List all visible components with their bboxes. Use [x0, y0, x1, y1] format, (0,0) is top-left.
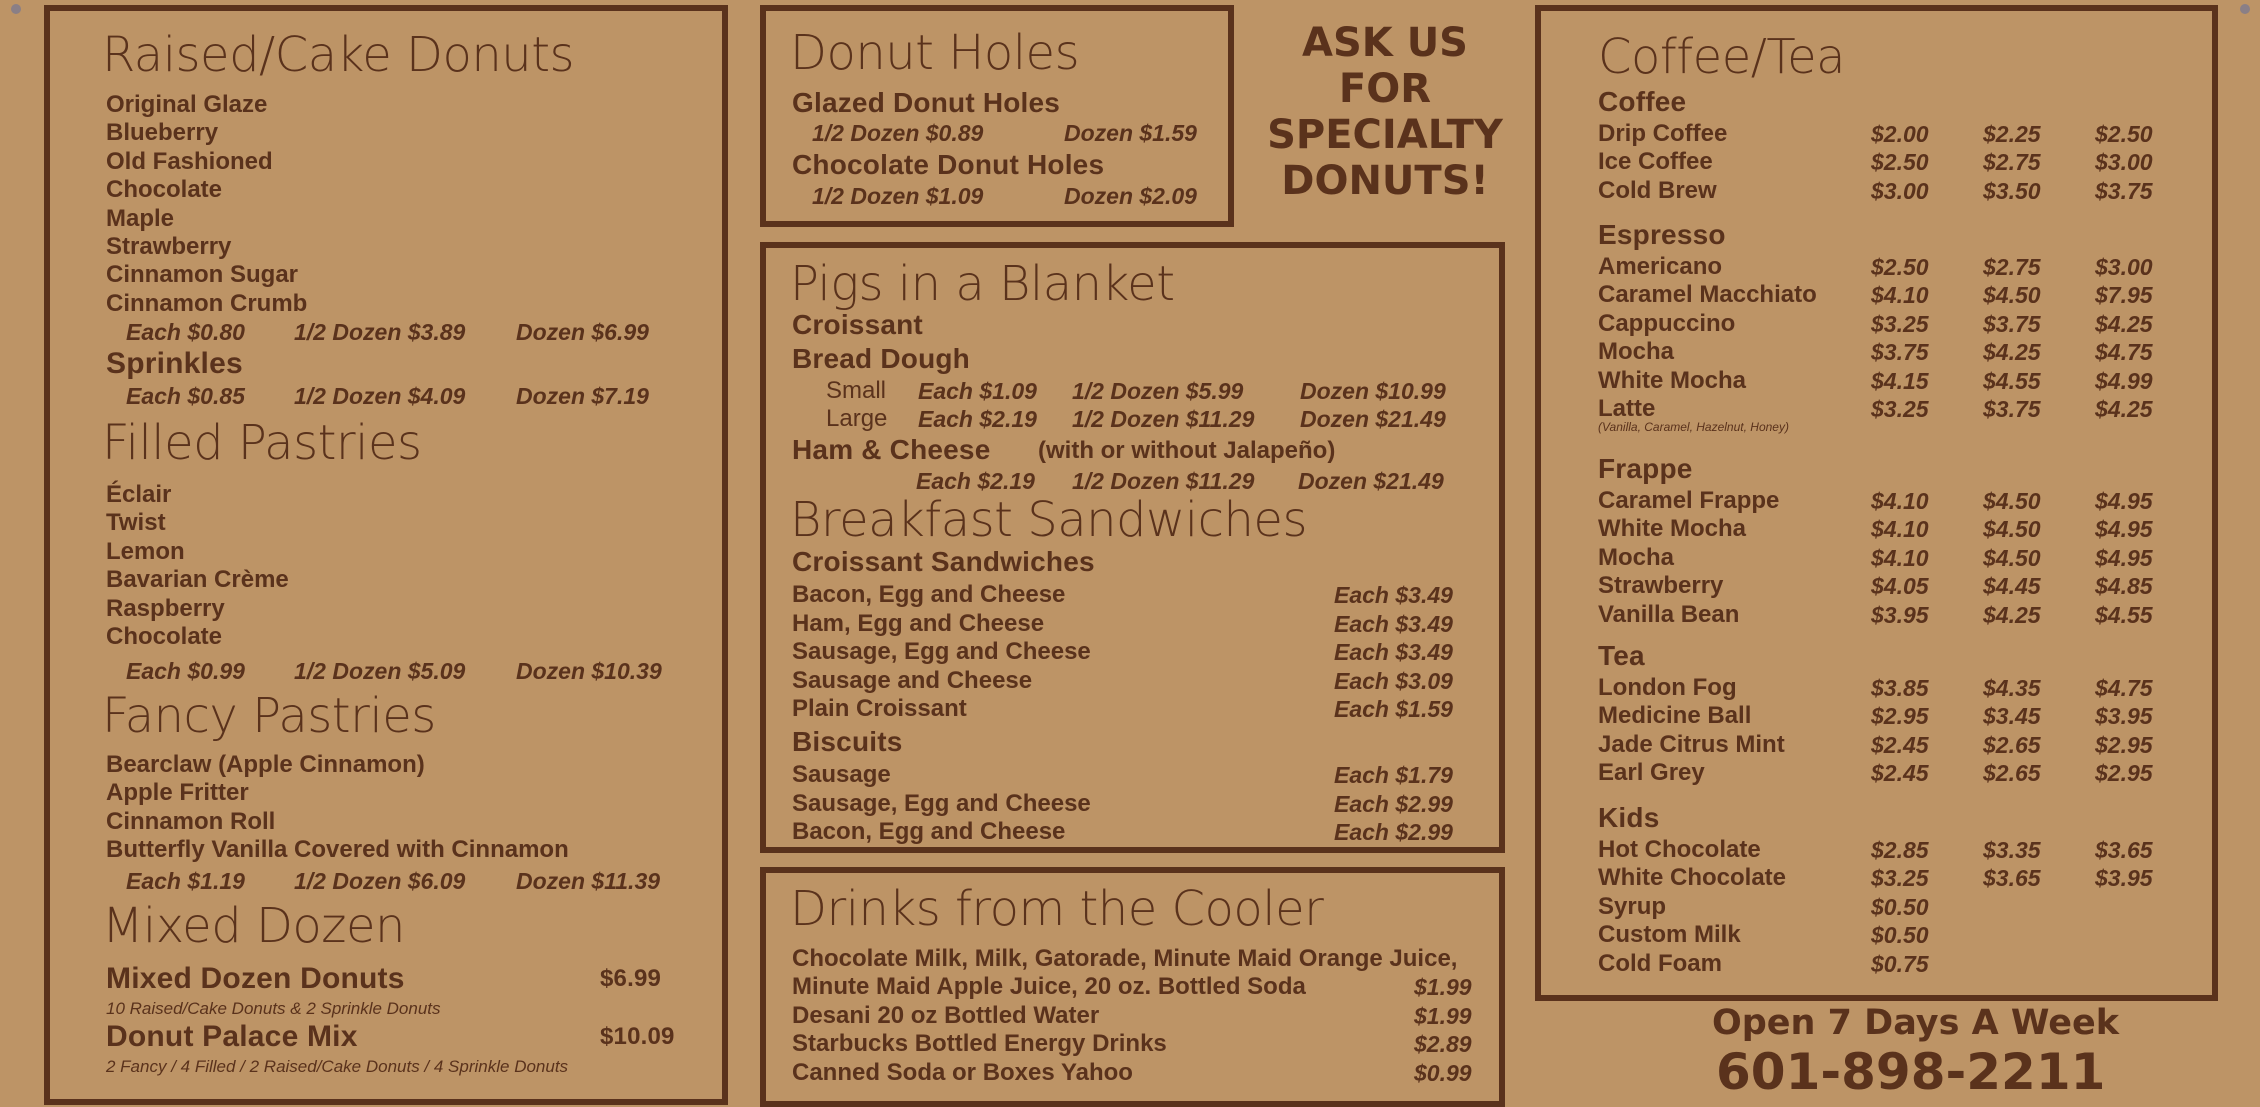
cooler-item-price: $1.99 — [1414, 974, 1472, 1001]
biscuit-name: Sausage — [792, 761, 891, 788]
fancy-half: 1/2 Dozen $6.09 — [294, 868, 466, 894]
drink-price: $4.10 — [1871, 544, 1929, 571]
donut-item: Maple — [106, 204, 175, 232]
biscuit-price: Each $2.99 — [1334, 819, 1453, 846]
drink-price: $4.55 — [2095, 601, 2153, 628]
cooler-panel — [760, 867, 1505, 1107]
cooler-item-name: Minute Maid Apple Juice, 20 oz. Bottled Soda — [792, 973, 1306, 1001]
drink-price: $3.50 — [1983, 177, 2041, 204]
drink-price: $2.50 — [2095, 121, 2153, 147]
drink-name: Syrup — [1598, 892, 1667, 920]
drink-price: $3.00 — [2095, 254, 2153, 280]
drink-name: Medicine Ball — [1598, 702, 1752, 730]
drink-price: $4.45 — [1983, 573, 2041, 600]
latte-flavor-note: (Vanilla, Caramel, Hazelnut, Honey) — [1598, 420, 1789, 435]
drink-price: $2.95 — [2095, 731, 2153, 758]
drink-name: Drip Coffee — [1598, 120, 1728, 147]
drink-name: Strawberry — [1598, 572, 1724, 600]
coffee-section-espresso: Espresso — [1598, 219, 1726, 250]
drink-name: Vanilla Bean — [1598, 600, 1740, 628]
donut-item: Cinnamon Crumb — [106, 289, 308, 317]
donut-item: Original Glaze — [106, 91, 268, 118]
drink-price: $4.55 — [1983, 367, 2041, 394]
cooler-item-name: Starbucks Bottled Energy Drinks — [792, 1030, 1167, 1058]
drink-name: Latte — [1598, 395, 1656, 422]
drink-price: $2.00 — [1871, 121, 1929, 147]
donut-palace-mix-label: Donut Palace Mix — [106, 1020, 358, 1053]
drink-name: White Mocha — [1598, 515, 1746, 543]
biscuit-name: Sausage, Egg and Cheese — [792, 789, 1091, 817]
pigs-title: Pigs in a Blanket — [790, 256, 1175, 312]
drink-price: $3.75 — [1983, 310, 2041, 337]
fancy-title: Fancy Pastries — [102, 688, 436, 744]
filled-pastry-item: Bavarian Crème — [106, 566, 289, 594]
donut-palace-mix-price: $10.09 — [600, 1023, 675, 1050]
drink-price: $4.10 — [1871, 282, 1929, 309]
drink-price: $4.25 — [1983, 601, 2041, 628]
croissant-sandwich-price: Each $3.09 — [1334, 667, 1453, 694]
drink-price: $3.00 — [1871, 177, 1929, 204]
cooler-item-name: Desani 20 oz Bottled Water — [792, 1001, 1100, 1029]
drink-name: Cappuccino — [1598, 309, 1736, 337]
drink-price: $4.95 — [2095, 544, 2153, 571]
drink-name: White Mocha — [1598, 366, 1746, 394]
filled-pastry-item: Lemon — [106, 537, 185, 565]
drink-price: $2.65 — [1983, 760, 2041, 787]
glazed-holes-half: 1/2 Dozen $0.89 — [812, 120, 984, 146]
drink-name: Jade Citrus Mint — [1598, 730, 1785, 758]
donut-panel — [44, 5, 728, 1105]
drink-price: $4.75 — [2095, 339, 2153, 366]
mixed-dozen-donuts-price: $6.99 — [600, 965, 662, 992]
drink-price: $7.95 — [2095, 282, 2153, 309]
drink-price: $2.95 — [2095, 760, 2153, 787]
pigs-small-dozen: Dozen $10.99 — [1300, 378, 1446, 404]
drink-price: $3.75 — [1871, 339, 1929, 366]
filled-pastry-item: Raspberry — [106, 594, 225, 622]
coffee-section-frappe: Frappe — [1598, 453, 1693, 484]
drink-price: $4.50 — [1983, 488, 2041, 514]
ham-cheese-label: Ham & Cheese — [792, 434, 991, 465]
drink-name: Custom Milk — [1598, 921, 1741, 949]
drink-name: Mocha — [1598, 338, 1675, 366]
ham-cheese-dozen: Dozen $21.49 — [1298, 468, 1444, 494]
ask-line-1: ASK US — [1302, 20, 1468, 66]
pigs-small-label: Small — [826, 377, 887, 404]
fancy-pastry-item: Butterfly Vanilla Covered with Cinnamon — [106, 836, 569, 864]
glazed-holes-dozen: Dozen $1.59 — [1064, 120, 1197, 146]
drink-price: $4.10 — [1871, 488, 1929, 514]
drink-price: $4.95 — [2095, 516, 2153, 543]
filled-dozen: Dozen $10.39 — [516, 658, 662, 684]
mixed-title: Mixed Dozen — [102, 898, 405, 954]
filled-pastry-item: Chocolate — [106, 623, 223, 650]
drink-price: $0.75 — [1871, 950, 1929, 977]
drink-price: $2.75 — [1983, 149, 2041, 176]
ask-line-3: SPECIALTY — [1267, 112, 1503, 158]
drink-price: $3.85 — [1871, 675, 1929, 701]
breakfast-title: Breakfast Sandwiches — [790, 492, 1307, 548]
donut-price-dozen: Dozen $6.99 — [516, 319, 649, 345]
drink-name: Mocha — [1598, 543, 1675, 571]
croissant-sandwich-price: Each $3.49 — [1334, 610, 1453, 637]
drink-price: $4.75 — [2095, 675, 2153, 701]
drink-name: Hot Chocolate — [1598, 836, 1761, 863]
drink-price: $3.45 — [1983, 703, 2041, 730]
drink-price: $2.85 — [1871, 837, 1929, 863]
donuts-title: Raised/Cake Donuts — [102, 27, 575, 83]
filled-each: Each $0.99 — [126, 658, 245, 684]
chocolate-holes-dozen: Dozen $2.09 — [1064, 183, 1197, 209]
drink-price: $0.50 — [1871, 893, 1929, 920]
biscuit-price: Each $1.79 — [1334, 762, 1453, 788]
pigs-large-label: Large — [826, 405, 888, 432]
fancy-each: Each $1.19 — [126, 868, 245, 894]
drink-price: $0.50 — [1871, 922, 1929, 949]
croissant-sandwiches-label: Croissant Sandwiches — [792, 546, 1095, 577]
donut-price-half: 1/2 Dozen $3.89 — [294, 319, 466, 345]
coffee-section-tea: Tea — [1598, 640, 1645, 671]
drink-price: $4.35 — [1983, 675, 2041, 701]
coffee-section-coffee: Coffee — [1598, 86, 1687, 117]
drink-price: $4.50 — [1983, 544, 2041, 571]
drink-price: $4.50 — [1983, 516, 2041, 543]
drink-price: $3.65 — [1983, 865, 2041, 892]
drink-name: Cold Foam — [1598, 949, 1722, 977]
coffee-section-kids: Kids — [1598, 802, 1660, 833]
fancy-pastry-item: Bearclaw (Apple Cinnamon) — [106, 751, 425, 778]
drink-name: White Chocolate — [1598, 864, 1787, 892]
croissant-sandwich-name: Plain Croissant — [792, 695, 967, 723]
donut-price-each: Each $0.80 — [126, 319, 245, 345]
drink-price: $2.75 — [1983, 254, 2041, 280]
filled-pastry-item: Éclair — [106, 481, 172, 508]
filled-half: 1/2 Dozen $5.09 — [294, 658, 466, 684]
donut-item: Old Fashioned — [106, 147, 273, 175]
drink-price: $2.50 — [1871, 149, 1929, 176]
coffee-title: Coffee/Tea — [1598, 29, 1846, 85]
drink-price: $2.95 — [1871, 703, 1929, 730]
drink-price: $4.99 — [2095, 367, 2153, 394]
biscuit-price: Each $2.99 — [1334, 790, 1453, 817]
drink-price: $3.25 — [1871, 310, 1929, 337]
filled-title: Filled Pastries — [102, 415, 422, 471]
drink-price: $3.65 — [2095, 837, 2153, 863]
ham-cheese-suffix: (with or without Jalapeño) — [1038, 437, 1336, 464]
glazed-holes-label: Glazed Donut Holes — [792, 87, 1061, 118]
drink-price: $3.75 — [2095, 177, 2153, 204]
croissant-sandwich-name: Sausage and Cheese — [792, 666, 1033, 694]
drink-price: $4.15 — [1871, 367, 1929, 394]
mixed-dozen-donuts-note: 10 Raised/Cake Donuts & 2 Sprinkle Donuts — [106, 999, 441, 1018]
sprinkles-label: Sprinkles — [106, 347, 243, 380]
cooler-item-price: $1.99 — [1414, 1002, 1472, 1029]
filled-pastry-item: Twist — [106, 509, 166, 537]
drink-price: $3.95 — [2095, 703, 2153, 730]
coffee-tea-panel — [1535, 5, 2218, 1001]
corner-dot-left — [11, 4, 21, 14]
croissant-sandwich-name: Ham, Egg and Cheese — [792, 609, 1045, 637]
drink-price: $3.95 — [1871, 601, 1929, 628]
drink-price: $3.25 — [1871, 396, 1929, 422]
croissant-sandwich-name: Sausage, Egg and Cheese — [792, 638, 1091, 666]
donut-item: Chocolate — [106, 176, 223, 204]
donut-item: Strawberry — [106, 233, 232, 260]
pigs-croissant-label: Croissant — [792, 309, 923, 340]
chocolate-holes-label: Chocolate Donut Holes — [792, 149, 1105, 180]
drink-name: Cold Brew — [1598, 176, 1717, 204]
cooler-item-price: $0.99 — [1414, 1059, 1472, 1086]
drink-price: $4.10 — [1871, 516, 1929, 543]
drink-name: Caramel Macchiato — [1598, 281, 1817, 309]
ham-cheese-half: 1/2 Dozen $11.29 — [1072, 468, 1255, 494]
drink-name: Ice Coffee — [1598, 148, 1713, 176]
pigs-large-dozen: Dozen $21.49 — [1300, 406, 1446, 432]
drink-price: $3.95 — [2095, 865, 2153, 892]
drink-price: $2.25 — [1983, 121, 2041, 147]
sprinkles-each: Each $0.85 — [126, 383, 245, 409]
drink-price: $3.00 — [2095, 149, 2153, 176]
drink-price: $2.65 — [1983, 731, 2041, 758]
drink-price: $4.50 — [1983, 282, 2041, 309]
pigs-large-half: 1/2 Dozen $11.29 — [1072, 406, 1255, 432]
biscuits-label: Biscuits — [792, 726, 903, 757]
drink-name: Caramel Frappe — [1598, 487, 1780, 514]
corner-dot-right — [2240, 4, 2250, 14]
mixed-dozen-donuts-label: Mixed Dozen Donuts — [106, 962, 405, 995]
ask-line-2: FOR — [1338, 66, 1432, 112]
croissant-sandwich-price: Each $1.59 — [1334, 696, 1453, 723]
drink-price: $3.25 — [1871, 865, 1929, 892]
chocolate-holes-half: 1/2 Dozen $1.09 — [812, 183, 984, 209]
drink-price: $2.45 — [1871, 760, 1929, 787]
hours-text: Open 7 Days A Week — [1712, 1003, 2119, 1043]
fancy-dozen: Dozen $11.39 — [516, 868, 661, 894]
donut-item: Blueberry — [106, 119, 219, 147]
sprinkles-half: 1/2 Dozen $4.09 — [294, 383, 466, 409]
pigs-small-each: Each $1.09 — [918, 378, 1037, 404]
sprinkles-dozen: Dozen $7.19 — [516, 383, 649, 409]
pigs-large-each: Each $2.19 — [918, 406, 1037, 432]
donut-item: Cinnamon Sugar — [106, 261, 299, 289]
ask-line-4: DONUTS! — [1281, 158, 1489, 204]
pigs-bread-dough-label: Bread Dough — [792, 343, 970, 374]
drink-price: $4.25 — [2095, 310, 2153, 337]
ham-cheese-each: Each $2.19 — [916, 468, 1035, 494]
holes-title: Donut Holes — [790, 25, 1080, 81]
drink-price: $4.25 — [1983, 339, 2041, 366]
drink-price: $4.85 — [2095, 573, 2153, 600]
cooler-item-price: $2.89 — [1414, 1031, 1472, 1058]
drink-name: London Fog — [1598, 674, 1737, 701]
cooler-title: Drinks from the Cooler — [790, 881, 1324, 937]
fancy-pastry-item: Cinnamon Roll — [106, 807, 276, 835]
phone-number: 601-898-2211 — [1716, 1043, 2106, 1101]
drink-price: $3.35 — [1983, 837, 2041, 863]
drink-name: Americano — [1598, 253, 1723, 280]
drink-price: $4.05 — [1871, 573, 1929, 600]
donut-holes-panel — [760, 5, 1234, 227]
cooler-item-name: Canned Soda or Boxes Yahoo — [792, 1058, 1133, 1086]
drink-name: Earl Grey — [1598, 759, 1705, 787]
fancy-pastry-item: Apple Fritter — [106, 779, 249, 807]
croissant-sandwich-name: Bacon, Egg and Cheese — [792, 581, 1066, 608]
croissant-sandwich-price: Each $3.49 — [1334, 582, 1453, 608]
drink-price: $2.50 — [1871, 254, 1929, 280]
cooler-item-name: Chocolate Milk, Milk, Gatorade, Minute Maid Orange Juice, — [792, 945, 1458, 972]
drink-price: $2.45 — [1871, 731, 1929, 758]
biscuit-name: Bacon, Egg and Cheese — [792, 818, 1066, 846]
croissant-sandwich-price: Each $3.49 — [1334, 639, 1453, 666]
specialty-donuts-banner — [1250, 20, 1520, 204]
pigs-breakfast-panel — [760, 242, 1505, 853]
drink-price: $3.75 — [1983, 396, 2041, 422]
drink-price: $4.25 — [2095, 396, 2153, 422]
drink-price: $4.95 — [2095, 488, 2153, 514]
pigs-small-half: 1/2 Dozen $5.99 — [1072, 378, 1244, 404]
donut-palace-mix-note: 2 Fancy / 4 Filled / 2 Raised/Cake Donuts / 4 Sprinkle Donuts — [106, 1057, 569, 1076]
